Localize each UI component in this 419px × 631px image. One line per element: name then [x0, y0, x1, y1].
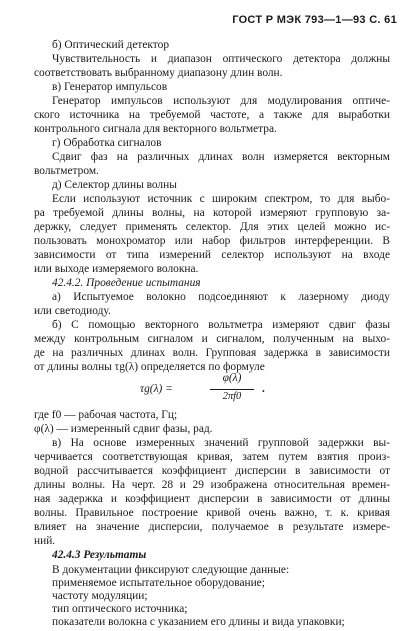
- text-line: пользовать монохроматор или набор фильтров интерференции. В: [34, 235, 390, 247]
- text-line: ского источника на требуемой частоте, а также для выработки: [34, 109, 390, 121]
- text-line: показатели волокна с указанием его длины и вида упаковки;: [52, 616, 345, 628]
- text-line: Сдвиг фаз на различных длинах волн измеряется векторным: [52, 151, 390, 163]
- text-line: де на различных длинах волн. Групповая задержка в зависимости: [34, 347, 390, 359]
- text-line: б) С помощью векторного вольтметра измеряют сдвиг фазы: [52, 319, 390, 331]
- text-line: влияет на значение дисперсии, получаемое в результате измере-: [34, 521, 390, 533]
- text-line: Чувствительность и диапазон оптического детектора должны: [52, 53, 390, 65]
- text-line: φ(λ) — измеренный сдвиг фазы, рад.: [34, 423, 213, 435]
- formula-period: .: [262, 383, 265, 395]
- text-line: ра требуемой длины волны, на которой измеряют групповую за-: [34, 207, 390, 219]
- text-line: зависимости от типа измерений селектор используют на входе: [34, 249, 390, 261]
- text-line: ний.: [34, 535, 56, 547]
- text-line: в) Генератор импульсов: [52, 81, 168, 93]
- text-line: б) Оптический детектор: [52, 39, 170, 51]
- text-line: контрольного сигнала для векторного вольтметра.: [34, 123, 277, 135]
- text-line: между контрольным сигналом и сигналом, полученным на выхо-: [34, 333, 390, 345]
- text-line: где f0 — рабочая частота, Гц;: [34, 409, 178, 421]
- text-line: применяемое испытательное оборудование;: [52, 577, 265, 589]
- text-line: держку, следует применять селектор. Для этих целей можно ис-: [34, 221, 390, 233]
- text-line: вольтметром.: [34, 165, 99, 177]
- text-line: В документации фиксируют следующие данные:: [52, 564, 290, 576]
- text-line: ная задержка и коэффициент дисперсии в зависимости от длины: [34, 493, 390, 505]
- text-line: д) Селектор длины волны: [52, 179, 177, 191]
- section-heading: 42.4.2. Проведение испытания: [52, 277, 201, 289]
- text-line: от длины волны τg(λ) определяется по формуле: [34, 361, 265, 373]
- text-line: волны. Правильное построение кривой очень важно, т. к. кривая: [34, 507, 390, 519]
- fraction-bar: [210, 389, 254, 390]
- text-line: Если используют источник с широким спектром, то для выбо-: [52, 193, 390, 205]
- text-line: а) Испытуемое волокно подсоединяют к лазерному диоду: [52, 291, 390, 303]
- text-line: Генератор импульсов используют для модулирования оптиче-: [52, 95, 390, 107]
- text-line: частоту модуляции;: [52, 590, 148, 602]
- page-header: ГОСТ Р МЭК 793—1—93 С. 61: [232, 14, 397, 26]
- formula-lhs: τg(λ) =: [140, 383, 173, 395]
- group-delay-formula: [140, 372, 290, 406]
- text-line: г) Обработка сигналов: [52, 137, 162, 149]
- text-line: длины волны. На черт. 28 и 29 изображена относительная времен-: [34, 479, 390, 491]
- text-line: или светодиоду.: [34, 305, 111, 317]
- text-line: в) На основе измеренных значений групповой задержки вы-: [52, 437, 390, 449]
- section-heading: 42.4.3 Результаты: [52, 549, 147, 561]
- formula-numerator: φ(λ): [222, 372, 242, 384]
- text-line: или выходе измеряемого волокна.: [34, 263, 199, 275]
- formula-denominator: 2πf0: [222, 391, 242, 402]
- text-line: тип оптического источника;: [52, 603, 188, 615]
- text-line: соответствовать выбранному диапазону длин волн.: [34, 67, 283, 79]
- text-line: водной рассчитывается коэффициент дисперсии в зависимости от: [34, 465, 390, 477]
- text-line: черчивается соответствующая кривая, затем путем взятия произ-: [34, 451, 390, 463]
